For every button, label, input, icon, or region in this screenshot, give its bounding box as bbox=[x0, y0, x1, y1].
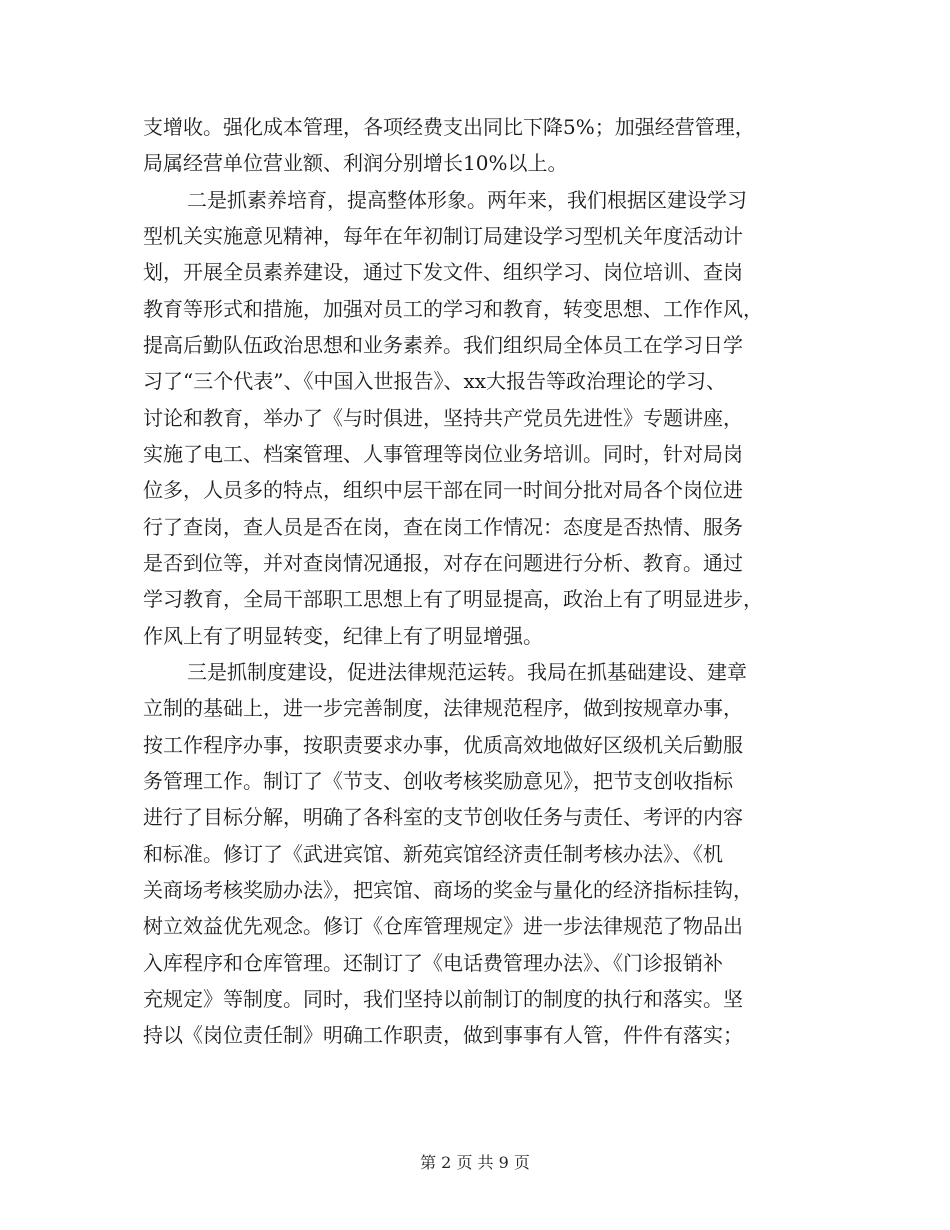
text-line: 位多，人员多的特点，组织中层干部在同一时间分批对局各个岗位进 bbox=[143, 478, 743, 502]
text-line: 行了查岗，查人员是否在岗，查在岗工作情况：态度是否热情、服务 bbox=[143, 515, 743, 539]
text-line: 学习教育，全局干部职工思想上有了明显提高，政治上有了明显进步， bbox=[143, 587, 763, 611]
page-footer: 第 2 页 共 9 页 bbox=[420, 1153, 530, 1172]
text-line: 和标准。修订了《武进宾馆、新苑宾馆经济责任制考核办法》、《机 bbox=[143, 842, 723, 866]
text-line: 局属经营单位营业额、利润分别增长10%以上。 bbox=[143, 151, 568, 175]
text-line: 立制的基础上，进一步完善制度，法律规范程序，做到按规章办事， bbox=[143, 696, 743, 720]
text-line: 持以《岗位责任制》明确工作职责，做到事事有人管，件件有落实； bbox=[143, 1023, 743, 1047]
text-line: 习了“三个代表”、《中国入世报告》、xx大报告等政治理论的学习、 bbox=[143, 369, 727, 393]
text-line: 教育等形式和措施，加强对员工的学习和教育，转变思想、工作作风， bbox=[143, 297, 763, 321]
text-line: 支增收。强化成本管理，各项经费支出同比下降5%；加强经营管理， bbox=[143, 115, 755, 139]
text-line: 作风上有了明显转变，纪律上有了明显增强。 bbox=[143, 624, 543, 648]
text-line: 实施了电工、档案管理、人事管理等岗位业务培训。同时，针对局岗 bbox=[143, 442, 743, 466]
text-line: 按工作程序办事，按职责要求办事，优质高效地做好区级机关后勤服 bbox=[143, 733, 743, 757]
text-line: 划，开展全员素养建设，通过下发文件、组织学习、岗位培训、查岗 bbox=[143, 260, 743, 284]
text-line: 型机关实施意见精神，每年在年初制订局建设学习型机关年度活动计 bbox=[143, 224, 743, 248]
text-line: 充规定》等制度。同时，我们坚持以前制订的制度的执行和落实。坚 bbox=[143, 987, 743, 1011]
text-line: 入库程序和仓库管理。还制订了《电话费管理办法》、《门诊报销补 bbox=[143, 951, 723, 975]
paragraph-start: 二是抓素养培育，提高整体形象。两年来，我们根据区建设学习 bbox=[187, 188, 747, 212]
text-line: 务管理工作。制订了《节支、创收考核奖励意见》，把节支创收指标 bbox=[143, 769, 733, 793]
text-line: 提高后勤队伍政治思想和业务素养。我们组织局全体员工在学习日学 bbox=[143, 333, 743, 357]
text-line: 关商场考核奖励办法》，把宾馆、商场的奖金与量化的经济指标挂钩， bbox=[143, 878, 753, 902]
paragraph-start: 三是抓制度建设，促进法律规范运转。我局在抓基础建设、建章 bbox=[187, 660, 747, 684]
text-line: 是否到位等，并对查岗情况通报，对存在问题进行分析、教育。通过 bbox=[143, 551, 743, 575]
text-line: 讨论和教育，举办了《与时俱进，坚持共产党员先进性》专题讲座， bbox=[143, 406, 743, 430]
text-line: 树立效益优先观念。修订《仓库管理规定》进一步法律规范了物品出 bbox=[143, 914, 743, 938]
text-line: 进行了目标分解，明确了各科室的支节创收任务与责任、考评的内容 bbox=[143, 805, 743, 829]
